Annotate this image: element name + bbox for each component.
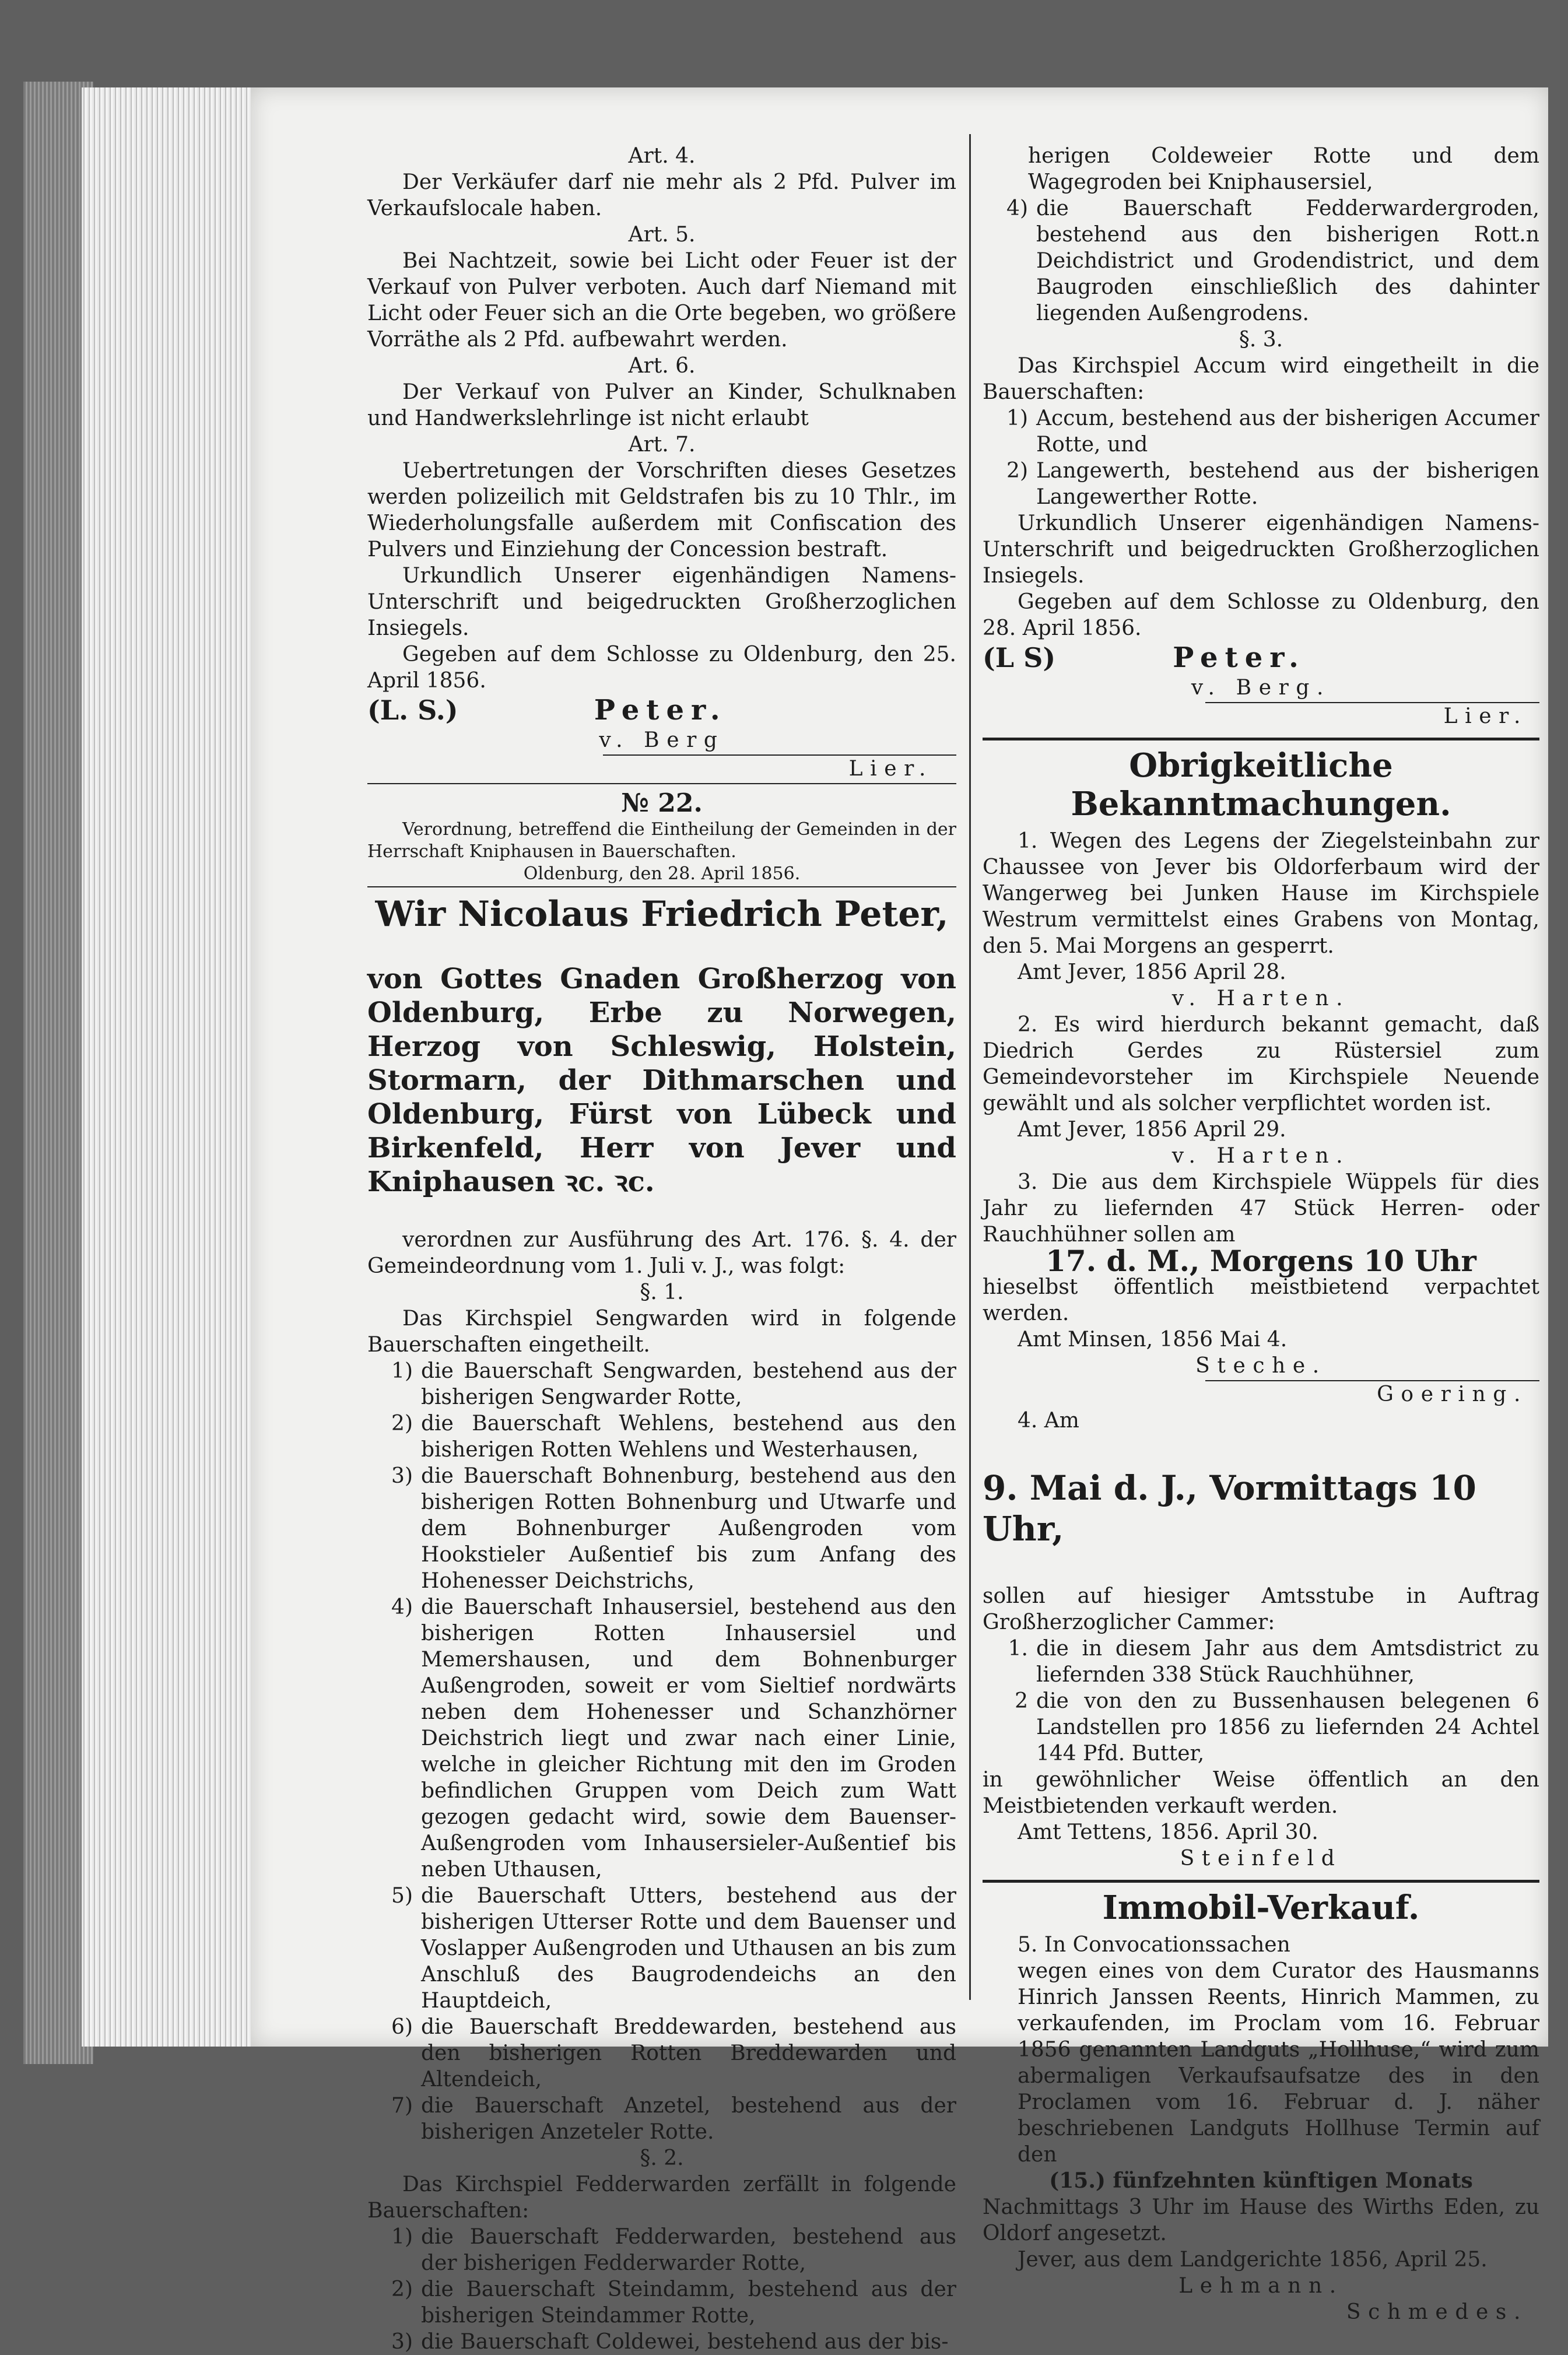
list-text: die Bauerschaft Sengwarden, bestehend aus der bisherigen Sengwarder Rotte, [421,1359,956,1409]
list-item [367,2093,956,2145]
list-number: 3) [391,2330,413,2354]
list-item [367,1594,956,1883]
section-title: Obrigkeitliche Bekanntmachungen. [1071,746,1451,823]
list-text: Langewerth, bestehend aus der bisherigen Langewerther Rotte. [1036,459,1539,509]
article-text: Der Verkäufer darf nie mehr als 2 Pfd. Pulver im Verkaufslocale haben. [367,170,956,220]
list-number: 1. [1008,1637,1028,1661]
list-item [983,1688,1539,1767]
countersignature: Lier. [848,757,933,781]
sovereign-titles: von Gottes Gnaden Großherzog von Oldenburg, Erbe zu Norwegen, Herzog von Schleswig, Holstein, Stormarn, der Dithmarschen und Oldenburg, Fürst von Lübeck und Birkenfeld, Herr von Jever und Kniphausen ꝛc. ꝛc. [367,963,956,1198]
article-heading: Art. 4. [628,144,696,168]
section-text: Das Kirchspiel Fedderwarden zerfällt in folgende Bauerschaften: [367,2173,956,2223]
list-text: die in diesem Jahr aus dem Amtsdistrict zu liefernden 338 Stück Rauchhühner, [1036,1637,1539,1687]
notice-signature: v. Harten. [1171,1144,1350,1168]
list-item [367,2224,956,2276]
bauerschaft-list [367,2224,956,2355]
list-number: 2) [391,1412,413,1436]
ordinance-date: Oldenburg, den 28. April 1856. [523,864,801,884]
countersignature: v. Berg [599,728,725,752]
list-text: die Bauerschaft Utters, bestehend aus der bisherigen Utterser Rotte und dem Bauenser und Voslapper Außengroden und Uthausen an bis zum Anschluß des Baugrodendeichs an den Hauptdeich, [421,1884,956,2013]
continued-text: herigen Coldeweier Rotte und dem Wagegroden bei Kniphausersiel, [1028,144,1539,194]
notice-text: 4. Am [1018,1409,1079,1433]
notice-office: Amt Minsen, 1856 Mai 4. [1018,1328,1288,1352]
list-text: Accum, bestehend aus der bisherigen Accumer Rotte, und [1036,406,1539,457]
list-item [367,1463,956,1594]
attestation: Urkundlich Unserer eigenhändigen Namens-Unterschrift und beigedruckten Großherzoglichen Insiegels. [983,511,1539,588]
notice-text: Nachmittags 3 Uhr im Hause des Wirths Eden, zu Oldorf angesetzt. [983,2195,1539,2245]
article-heading: Art. 7. [628,433,696,457]
seal-mark: (L. S.) [367,694,458,726]
list-number: 1) [391,1359,413,1383]
list-number: 4) [391,1595,413,1619]
seal-mark: (L S) [983,642,1056,673]
list-text: die von den zu Bussenhausen belegenen 6 Landstellen pro 1856 zu liefernden 24 Achtel 144 Pfd. Butter, [1036,1689,1539,1766]
list-item [983,458,1539,510]
notice-signature: Steinfeld [1180,1847,1342,1870]
list-item [367,2276,956,2329]
list-item: 4) die Bauerschaft Fedderwardergroden, bestehend aus den bisherigen Rott.n Deichdistrict und Grodendistrict, und dem Baugroden einschließlich des dahinter liegenden Außengrodens. [1006,196,1539,325]
notice-text: 1. Wegen des Legens der Ziegelsteinbahn zur Chaussee von Jever bis Oldorferbaum wird der Wangerweg bei Junken Hause im Kirchspiele Westrum vermittelst eines Grabens von Montag, den 5. Mai Morgens an gesperrt. [983,829,1539,958]
notice-text: sollen auf hiesiger Amtsstube in Auftrag Großherzoglicher Cammer: [983,1584,1539,1634]
list-item [983,405,1539,458]
countersignature: v. Berg. [1191,676,1331,700]
bauerschaft-list [983,405,1539,510]
notice-signature: Steche. [1195,1354,1327,1378]
list-number: 7) [391,2094,413,2118]
list-text: die Bauerschaft Inhausersiel, bestehend aus den bisherigen Rotten Inhausersiel und Memershausen, und dem Bohnenburger Außengroden, soweit er vom Sieltief nordwärts neben dem Hohenesser und Schanzhörner Deichstrich liegt und zwar nach einer Linie, welche in gleicher Richtung mit den im Groden befindlichen Gruppen vom Deich zum Watt gezogen gedacht wird, sowie dem Bauenser-Außengroden vom Inhausersieler-Außentief bis neben Uthausen, [421,1595,956,1882]
article-text: Bei Nachtzeit, sowie bei Licht oder Feuer ist der Verkauf von Pulver verboten. Auch darf Niemand mit Licht oder Feuer sich an die Orte begeben, wo größere Vorräthe als 2 Pfd. aufbewahrt werden. [367,249,956,352]
notice-text: 3. Die aus dem Kirchspiele Wüppels für dies Jahr zu liefernden 47 Stück Herren- oder Rauchhühner sollen am [983,1170,1539,1247]
list-item [983,1635,1539,1688]
notice-list [983,1635,1539,1767]
list-number: 3) [391,1464,413,1488]
list-text: die Bauerschaft Bohnenburg, bestehend aus den bisherigen Rotten Bohnenburg und Utwarfe und dem Bohnenburger Außengroden vom Hookstieler Außentief bis zum Anfang des Hohenesser Deichstrichs, [421,1464,956,1593]
signature-block [983,641,1539,674]
notice-date: 17. d. M., Morgens 10 Uhr [1046,1244,1476,1278]
notice-date: 9. Mai d. J., Vormittags 10 Uhr, [983,1468,1476,1549]
article-text: Uebertretungen der Vorschriften dieses Gesetzes werden polizeilich mit Geldstrafen bis zu 10 Thlr., im Wiederholungsfalle außerdem mit Confiscation des Pulvers und Einziehung der Concession bestraft. [367,459,956,561]
section-heading: §. 1. [640,1280,684,1304]
notice-office: Jever, aus dem Landgerichte 1856, April 25. [1018,2248,1488,2272]
notice-text: 2. Es wird hierdurch bekannt gemacht, daß Diedrich Gerdes zu Rüstersiel zum Gemeindevorsteher im Kirchspiele Neuende gewählt und als solcher verpflichtet worden ist. [983,1013,1539,1115]
notice-signature: Lehmann. [1178,2274,1344,2298]
notice-signature: v. Harten. [1171,987,1350,1010]
newspaper-page [251,87,1548,2354]
section-heading: §. 3. [1239,328,1283,352]
ordinance-number: № 22. [621,788,703,818]
article-heading: Art. 6. [628,354,696,378]
notice-office: Amt Jever, 1856 April 29. [1018,1118,1286,1142]
section-text: Das Kirchspiel Accum wird eingetheilt in die Bauerschaften: [983,354,1539,404]
notice-text: in gewöhnlicher Weise öffentlich an den Meistbietenden verkauft werden. [983,1768,1539,1818]
attestation: Urkundlich Unserer eigenhändigen Namens-Unterschrift und beigedruckten Großherzoglichen Insiegels. [367,564,956,640]
article-heading: Art. 5. [628,223,696,247]
sovereign-name: Wir Nicolaus Friedrich Peter, [375,894,949,935]
notice-signature: Schmedes. [1346,2300,1528,2324]
notice-office: Amt Tettens, 1856. April 30. [1018,1820,1318,1844]
notice-text: 5. In Convocationssachen [1018,1933,1290,1957]
signature-name: Peter. [594,694,727,726]
ordinance-intro: verordnen zur Ausführung des Art. 176. §. 4. der Gemeindeordnung vom 1. Juli v. J., was folgt: [367,1228,956,1278]
list-number: 1) [391,2225,413,2249]
bauerschaft-list [367,1358,956,2145]
left-column [367,143,956,2355]
signature-block [367,694,956,726]
given-at: Gegeben auf dem Schlosse zu Oldenburg, den 25. April 1856. [367,643,956,693]
ordinance-title: Verordnung, betreffend die Eintheilung der Gemeinden in der Herrschaft Kniphausen in Bauerschaften. [367,819,956,862]
list-number: 5) [391,1884,413,1908]
list-text: die Bauerschaft Coldewei, bestehend aus der bis- [421,2330,949,2354]
list-text: die Bauerschaft Fedderwarden, bestehend aus der bisherigen Fedderwarder Rotte, [421,2225,956,2275]
list-text: die Bauerschaft Wehlens, bestehend aus den bisherigen Rotten Wehlens und Westerhausen, [421,1412,956,1462]
list-number: 1) [1006,406,1028,430]
list-text: die Bauerschaft Steindamm, bestehend aus der bisherigen Steindammer Rotte, [421,2277,956,2328]
list-number: 2 [1015,1689,1028,1713]
list-item [367,2329,956,2355]
list-number: 6) [391,2015,413,2039]
countersignature: Lier. [1443,704,1528,728]
notice-text: hieselbst öffentlich meistbietend verpachtet werden. [983,1275,1539,1325]
signature-name: Peter. [1173,641,1306,674]
section-text: Das Kirchspiel Sengwarden wird in folgende Bauerschaften eingetheilt. [367,1307,956,1357]
list-text: die Bauerschaft Anzetel, bestehend aus der bisherigen Anzeteler Rotte. [421,2094,956,2144]
notice-signature: Goering. [1377,1382,1528,1406]
section-heading: §. 2. [640,2146,684,2170]
list-item [367,2014,956,2093]
list-number: 2) [1006,459,1028,483]
notice-office: Amt Jever, 1856 April 28. [1018,960,1286,984]
page-edges [82,87,257,2047]
notice-date: (15.) fünfzehnten künftigen Monats [1049,2168,1473,2193]
notice-text: wegen eines von dem Curator des Hausmanns Hinrich Janssen Reents, Hinrich Mammen, zu verkaufenden, im Proclam vom 16. Februar 1856 genannten Landguts „Hollhuse,“ wird zum abermaligen Verkaufsaufsatze des in den Proclamen vom 16. Februar d. J. näher beschriebenen Landguts Hollhuse Termin auf den [1018,1959,1539,2167]
given-at: Gegeben auf dem Schlosse zu Oldenburg, den 28. April 1856. [983,590,1539,640]
section-title: Immobil-Verkauf. [1102,1889,1420,1927]
list-item [367,1883,956,2014]
list-item [367,1358,956,1410]
list-item [367,1410,956,1463]
column-divider [969,134,971,2000]
bauerschaft-list [983,195,1539,327]
article-text: Der Verkauf von Pulver an Kinder, Schulknaben und Handwerkslehrlinge ist nicht erlaubt [367,380,956,430]
list-number: 2) [391,2277,413,2301]
list-text: die Bauerschaft Breddewarden, bestehend aus den bisherigen Rotten Breddewarden und Altendeich, [421,2015,956,2091]
right-column [983,143,1539,2325]
